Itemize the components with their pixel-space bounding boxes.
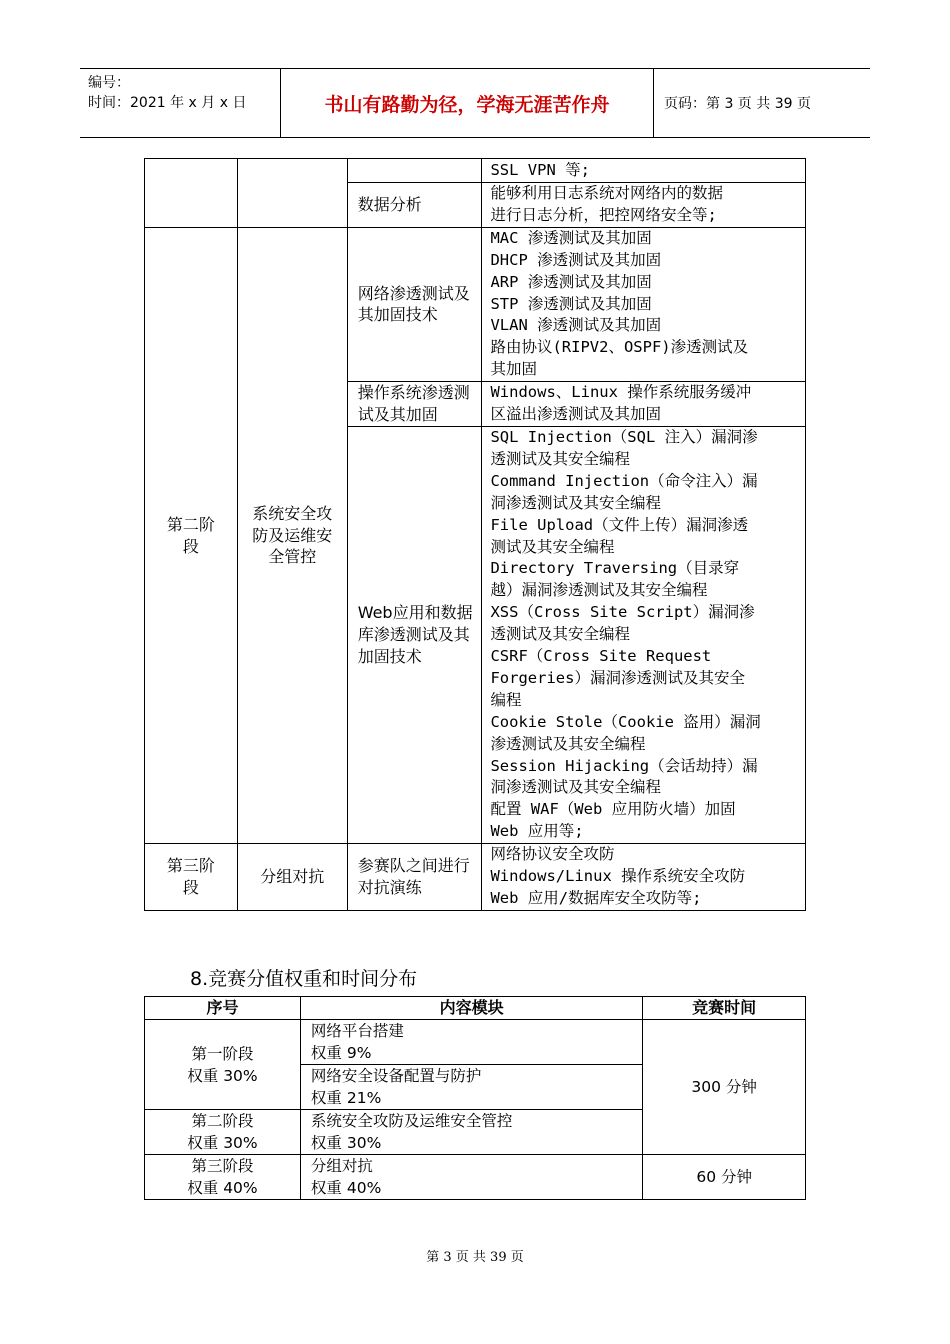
competition-content-table xyxy=(144,158,806,911)
list-item: 透测试及其安全编程 xyxy=(490,449,630,468)
list-item: 编程 xyxy=(490,690,522,709)
list-item: Cookie Stole（Cookie 盗用）漏洞 xyxy=(490,712,761,731)
table-header-row xyxy=(145,997,806,1020)
list-item: 能够利用日志系统对网络内的数据 xyxy=(490,184,723,202)
list-item: 区溢出渗透测试及其加固 xyxy=(490,405,661,424)
stage-2-cell: 第二阶段 xyxy=(145,227,238,843)
list-item: STP 渗透测试及其加固 xyxy=(490,294,652,313)
list-item: ARP 渗透测试及其加固 xyxy=(490,272,652,291)
list-item: SSL VPN 等; xyxy=(490,160,590,179)
list-item: 配置 WAF（Web 应用防火墙）加固 xyxy=(490,800,736,819)
data-analysis-content xyxy=(482,183,806,228)
list-item: File Upload（文件上传）漏洞渗透 xyxy=(490,515,749,534)
list-item: 进行日志分析，把控网络安全等; xyxy=(490,205,717,224)
module-name: 网络安全设备配置与防护 xyxy=(310,1067,482,1085)
web-pentest-items xyxy=(482,426,806,843)
list-item: Web 应用/数据库安全攻防等; xyxy=(490,889,702,907)
list-item: 洞渗透测试及其安全编程 xyxy=(490,778,661,797)
list-item: 越）漏洞渗透测试及其安全编程 xyxy=(490,581,708,600)
list-item: 洞渗透测试及其安全编程 xyxy=(490,493,661,512)
module-name: 系统安全攻防及运维安全管控 xyxy=(310,1112,513,1130)
list-item: MAC 渗透测试及其加固 xyxy=(490,228,652,247)
module-cell xyxy=(300,1065,642,1110)
column-header: 竞赛时间 xyxy=(643,997,806,1020)
list-item: 其加固 xyxy=(490,360,537,379)
stage-name: 第二阶段 xyxy=(191,1112,254,1130)
stage-name: 第三阶段 xyxy=(191,1157,254,1175)
list-item: 网络协议安全攻防 xyxy=(490,845,615,864)
list-item: Command Injection（命令注入）漏 xyxy=(490,471,758,490)
network-pentest-items xyxy=(482,227,806,381)
stage-weight: 权重 30% xyxy=(187,1066,258,1085)
stage-3-label: 参赛队之间进行对抗演练 xyxy=(347,844,482,911)
table-cell-empty xyxy=(145,159,238,228)
table-row xyxy=(145,1020,806,1065)
column-header: 序号 xyxy=(145,997,301,1020)
header-motto: 书山有路勤为径，学海无涯苦作舟 xyxy=(281,69,654,137)
web-pentest-label: Web应用和数据库渗透测试及其加固技术 xyxy=(347,426,482,843)
list-item: SQL Injection（SQL 注入）漏洞渗 xyxy=(490,427,758,446)
list-item: Session Hijacking（会话劫持）漏 xyxy=(490,756,758,775)
table-row xyxy=(145,227,806,381)
time-cell: 60 分钟 xyxy=(643,1155,806,1200)
document-date: 时间：2021 年 x 月 x 日 xyxy=(88,95,247,111)
module-name: 分组对抗 xyxy=(310,1157,373,1175)
network-pentest-label: 网络渗透测试及其加固技术 xyxy=(347,227,482,381)
list-item: Windows、Linux 操作系统服务缓冲 xyxy=(490,383,752,402)
document-number-label: 编号： xyxy=(88,75,130,91)
section-title: 8.竞赛分值权重和时间分布 xyxy=(190,968,418,990)
stage-3-items xyxy=(482,844,806,911)
data-analysis-label: 数据分析 xyxy=(347,183,482,228)
stage-weight: 权重 30% xyxy=(187,1134,258,1152)
os-pentest-items xyxy=(482,382,806,427)
table-row xyxy=(145,1155,806,1200)
score-weight-table xyxy=(144,996,806,1200)
module-weight: 权重 21% xyxy=(310,1089,382,1107)
module-weight: 权重 40% xyxy=(310,1179,382,1197)
column-header: 内容模块 xyxy=(300,997,642,1020)
stage-weight: 权重 40% xyxy=(187,1179,258,1197)
list-item: VLAN 渗透测试及其加固 xyxy=(490,316,662,335)
module-weight: 权重 30% xyxy=(310,1134,382,1152)
ssl-vpn-cell xyxy=(482,159,806,183)
header-meta xyxy=(80,69,281,137)
table-cell-empty xyxy=(347,159,482,183)
list-item: Windows/Linux 操作系统安全攻防 xyxy=(490,867,746,886)
time-cell: 300 分钟 xyxy=(643,1020,806,1155)
module-name: 网络平台搭建 xyxy=(310,1022,404,1040)
list-item: Web 应用等; xyxy=(490,822,584,841)
stage-2-topic: 系统安全攻防及运维安全管控 xyxy=(237,227,347,843)
stage-3-topic: 分组对抗 xyxy=(237,844,347,911)
list-item: Directory Traversing（目录穿 xyxy=(490,559,740,578)
list-item: CSRF（Cross Site Request xyxy=(490,647,712,666)
list-item: 透测试及其安全编程 xyxy=(490,625,630,644)
table-row xyxy=(145,159,806,183)
os-pentest-label: 操作系统渗透测试及其加固 xyxy=(347,382,482,427)
stage-3-cell xyxy=(145,1155,301,1200)
page-footer: 第 3 页 共 39 页 xyxy=(426,1250,524,1265)
header-page-info: 页码：第 3 页 共 39 页 xyxy=(664,96,811,112)
table-row xyxy=(145,844,806,911)
stage-2-cell xyxy=(145,1110,301,1155)
module-cell xyxy=(300,1020,642,1065)
table-cell-empty xyxy=(237,159,347,228)
stage-3-cell: 第三阶段 xyxy=(145,844,238,911)
list-item: Forgeries）漏洞渗透测试及其安全 xyxy=(490,668,745,687)
list-item: DHCP 渗透测试及其加固 xyxy=(490,250,662,269)
page-header xyxy=(80,68,870,138)
stage-name: 第一阶段 xyxy=(191,1044,254,1063)
list-item: XSS（Cross Site Script）漏洞渗 xyxy=(490,603,755,622)
module-cell xyxy=(300,1155,642,1200)
list-item: 测试及其安全编程 xyxy=(490,537,615,556)
stage-1-cell xyxy=(145,1020,301,1110)
list-item: 路由协议(RIPV2、OSPF)渗透测试及 xyxy=(490,338,749,357)
list-item: 渗透测试及其安全编程 xyxy=(490,734,646,753)
module-cell xyxy=(300,1110,642,1155)
module-weight: 权重 9% xyxy=(310,1044,372,1062)
